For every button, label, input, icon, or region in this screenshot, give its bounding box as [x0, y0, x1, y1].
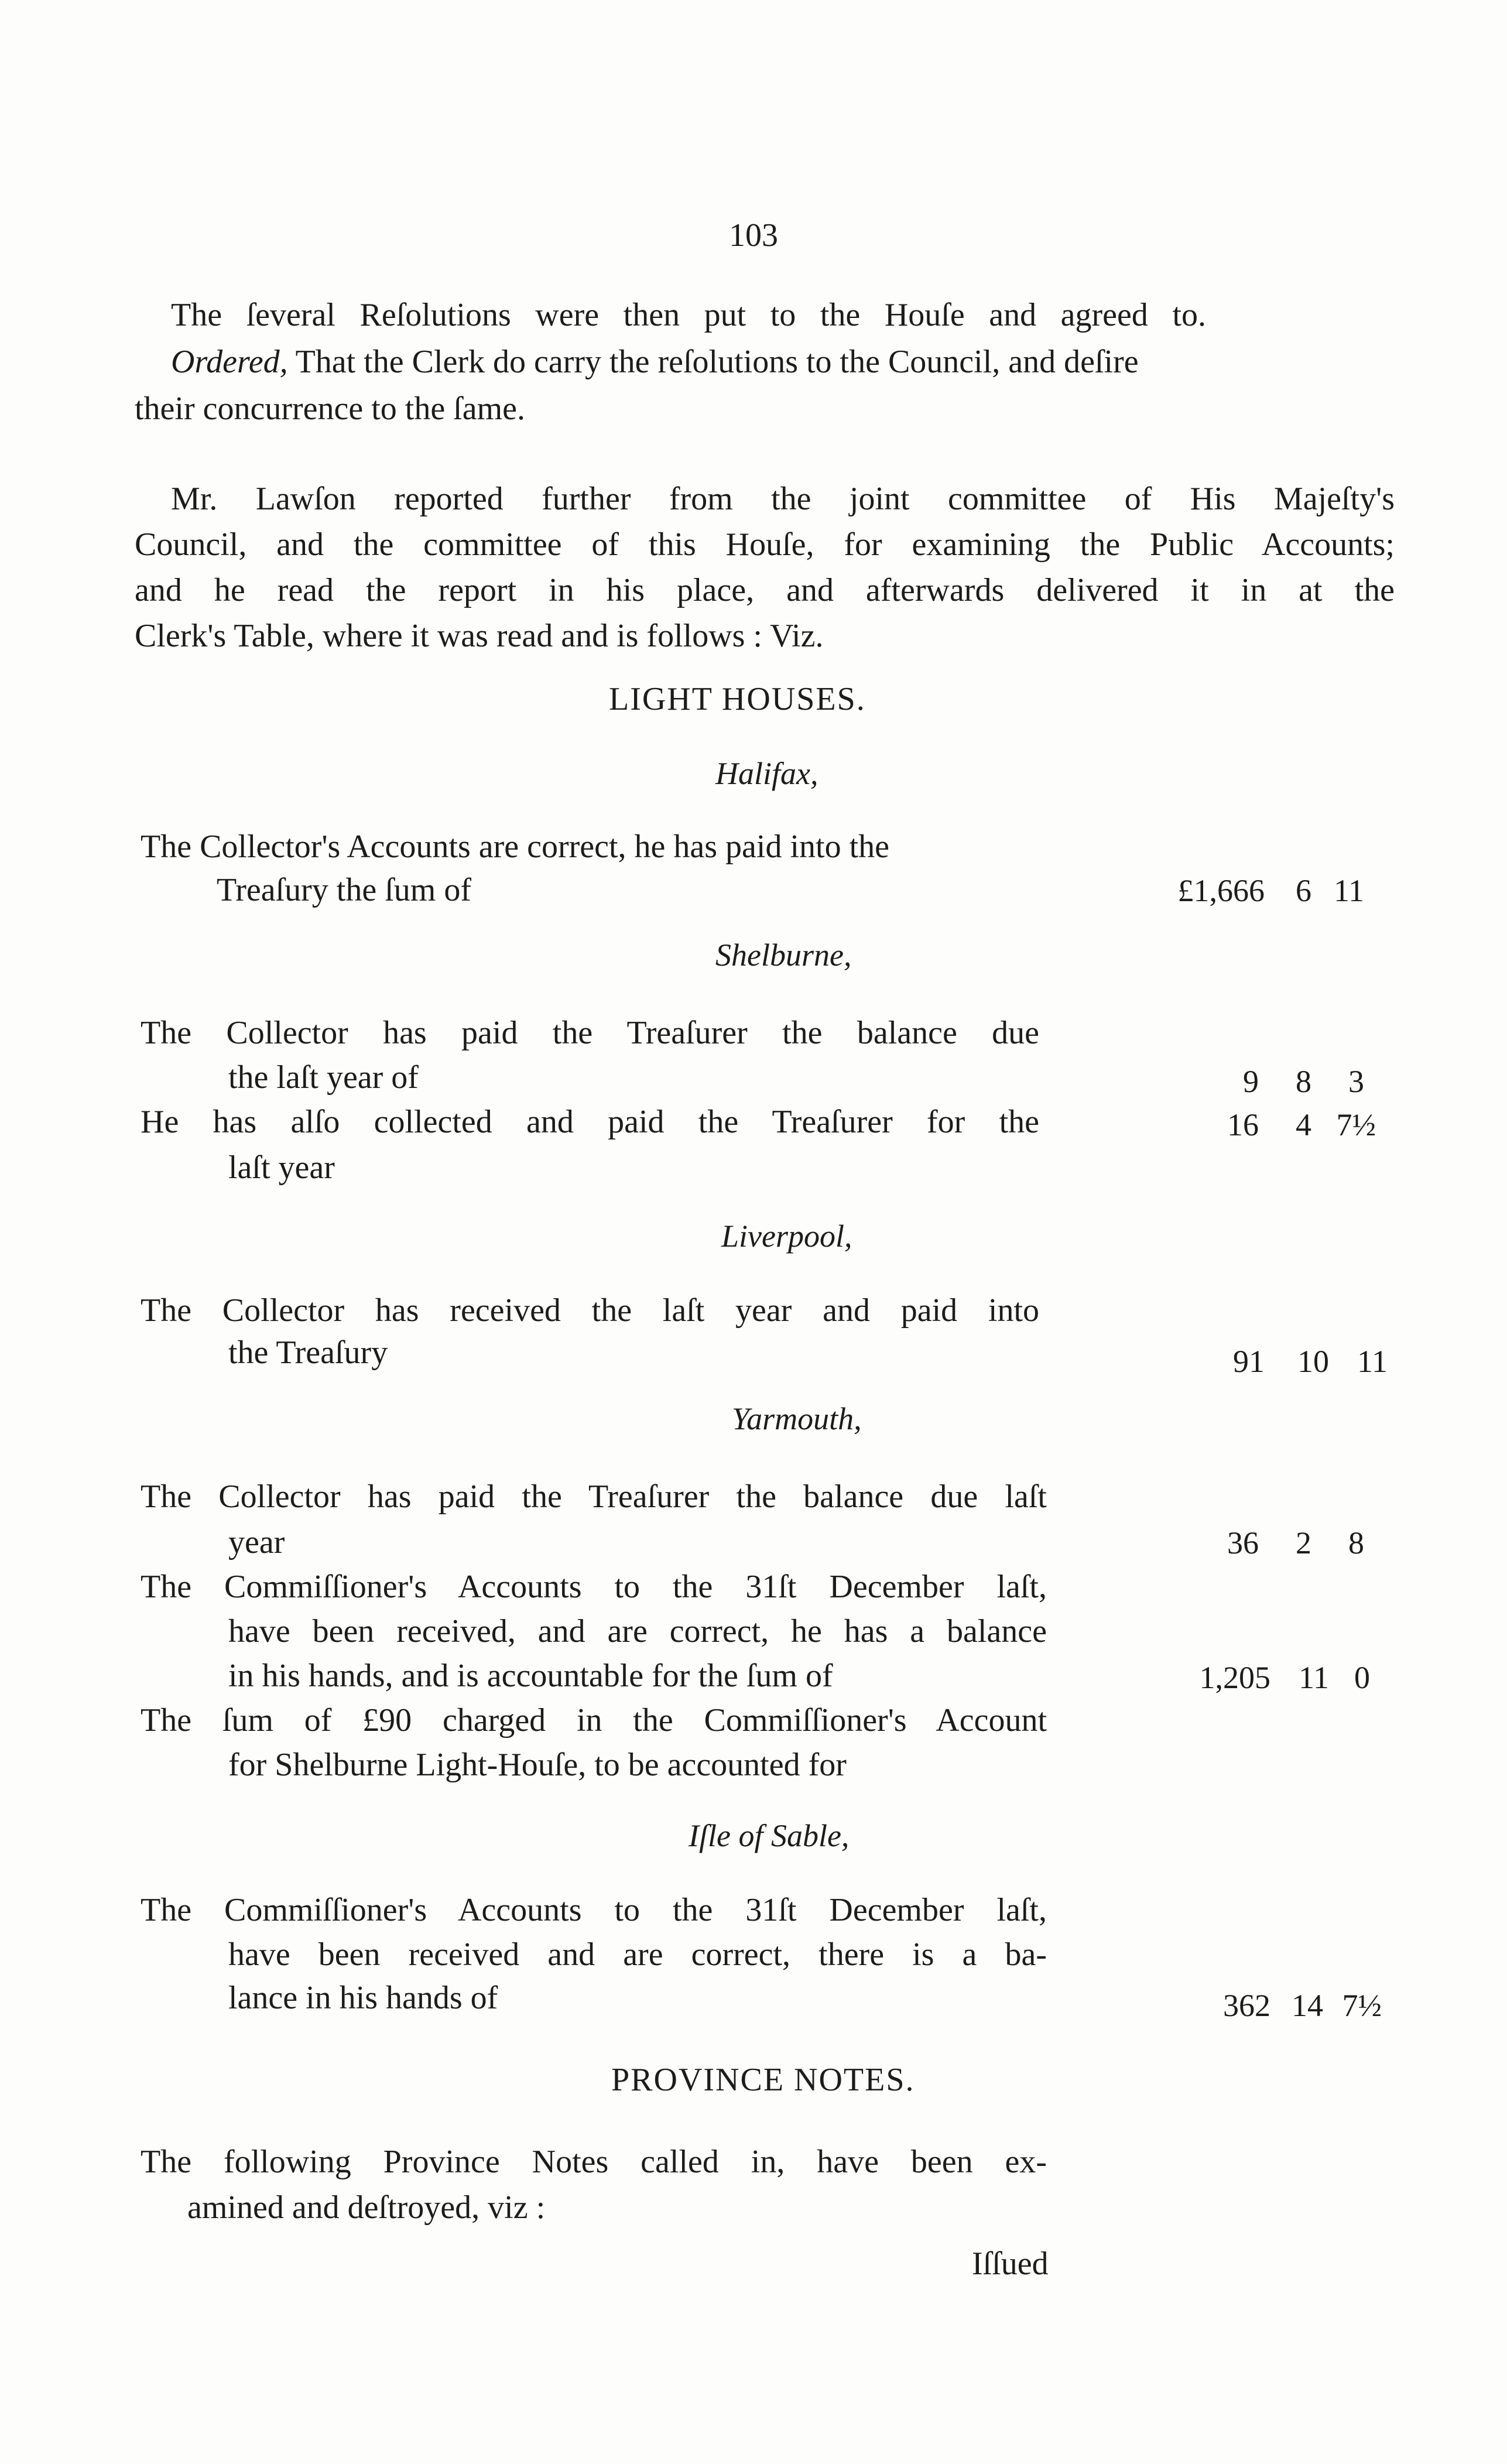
shelburne-entry-2-line-2: laſt year [228, 1149, 335, 1186]
shelburne-entry-2-line-1: He has alſo collected and paid the Treaſurer for the [141, 1104, 1039, 1140]
halifax-line-2: Treaſury the ſum of [217, 872, 471, 908]
amount-shillings: 6 [1296, 873, 1311, 908]
shelburne-amount-2 [1194, 1107, 1376, 1143]
yarmouth-entry-2-line-1: The Commiſſioner's Accounts to the 31ſt December laſt, [141, 1569, 1047, 1605]
amount-pence: 8 [1348, 1525, 1364, 1560]
amount-shillings: 14 [1292, 1988, 1323, 2023]
place-title-liverpool: Liverpool, [721, 1219, 852, 1254]
amount-shillings: 8 [1296, 1064, 1311, 1099]
page-number: 103 [729, 217, 778, 254]
amount-pounds: 91 [1233, 1344, 1265, 1379]
amount-pence: 11 [1357, 1344, 1388, 1379]
amount-pence: 0 [1354, 1660, 1370, 1695]
province-notes-line-2: amined and deſtroyed, viz : [187, 2189, 546, 2226]
halifax-amount [1130, 872, 1364, 909]
place-title-yarmouth: Yarmouth, [732, 1401, 862, 1436]
shelburne-entry-1-line-1: The Collector has paid the Treaſurer the balance due [141, 1015, 1039, 1051]
isle-of-sable-line-1: The Commiſſioner's Accounts to the 31ſt December laſt, [141, 1892, 1047, 1928]
amount-pence: 7½ [1336, 1107, 1376, 1142]
liverpool-line-1: The Collector has received the laſt year and paid into [141, 1292, 1039, 1329]
amount-pence: 7½ [1342, 1988, 1382, 2023]
intro-line-3: their concurrence to the ſame. [135, 391, 525, 427]
amount-pounds: 1,205 [1199, 1660, 1270, 1695]
intro-line-1: The ſeveral Reſolutions were then put to the Houſe and agreed to. [171, 297, 1206, 333]
amount-shillings: 4 [1296, 1107, 1311, 1142]
amount-pence: 11 [1334, 873, 1364, 908]
amount-pounds: 362 [1223, 1988, 1270, 2023]
report-line-3: and he read the report in his place, and afterwards delivered it in at the [135, 572, 1395, 608]
liverpool-amount [1200, 1343, 1388, 1380]
yarmouth-entry-2-line-2: have been received, and are correct, he has a balance [228, 1613, 1047, 1649]
report-line-4: Clerk's Table, where it was read and is follows : Viz. [135, 618, 824, 654]
catchword: Iſſued [972, 2246, 1049, 2282]
isle-of-sable-line-2: have been received and are correct, there is a ba- [228, 1936, 1047, 1973]
liverpool-line-2: the Treaſury [228, 1334, 388, 1371]
amount-shillings: 11 [1299, 1660, 1329, 1695]
isle-of-sable-line-3: lance in his hands of [228, 1980, 498, 2016]
shelburne-entry-1-line-2: the laſt year of [228, 1059, 419, 1096]
yarmouth-entry-3-line-2: for Shelburne Light-Houſe, to be accounted for [228, 1747, 847, 1783]
shelburne-amount-1 [1194, 1063, 1364, 1100]
province-notes-line-1: The following Province Notes called in, have been ex- [141, 2144, 1047, 2180]
place-title-isle-of-sable: Iſle of Sable, [689, 1818, 850, 1853]
isle-of-sable-amount [1194, 1987, 1382, 2024]
intro-line-2 [171, 338, 1389, 385]
amount-pounds: 36 [1227, 1525, 1259, 1560]
amount-shillings: 10 [1297, 1344, 1329, 1379]
report-line-2: Council, and the committee of this Houſe, for examining the Public Accounts; [135, 526, 1395, 563]
yarmouth-entry-1-line-1: The Collector has paid the Treaſurer the balance due laſt [141, 1479, 1047, 1515]
amount-pounds: £1,666 [1177, 873, 1265, 908]
amount-pounds: 16 [1227, 1107, 1259, 1142]
section-heading-province-notes: PROVINCE NOTES. [611, 2062, 915, 2098]
place-title-halifax: Halifax, [715, 756, 818, 791]
yarmouth-entry-3-line-1: The ſum of £90 charged in the Commiſſioner's Account [141, 1702, 1047, 1739]
yarmouth-entry-2-line-3: in his hands, and is accountable for the ſum of [228, 1658, 833, 1694]
report-line-1: Mr. Lawſon reported further from the joint committee of His Majeſty's [171, 481, 1395, 517]
ordered-word: Ordered, [171, 344, 288, 380]
place-title-shelburne: Shelburne, [715, 937, 852, 973]
amount-pounds: 9 [1243, 1064, 1259, 1099]
amount-pence: 3 [1348, 1064, 1364, 1099]
yarmouth-entry-1-line-2: year [228, 1524, 285, 1560]
yarmouth-amount-1 [1200, 1525, 1364, 1561]
section-heading-light-houses: LIGHT HOUSES. [609, 681, 866, 717]
amount-shillings: 2 [1296, 1525, 1311, 1560]
halifax-line-1: The Collector's Accounts are correct, he has paid into the [141, 829, 889, 865]
yarmouth-amount-2 [1165, 1659, 1370, 1696]
intro-line-2-rest: That the Clerk do carry the reſolutions to the Council, and deſire [287, 344, 1139, 380]
